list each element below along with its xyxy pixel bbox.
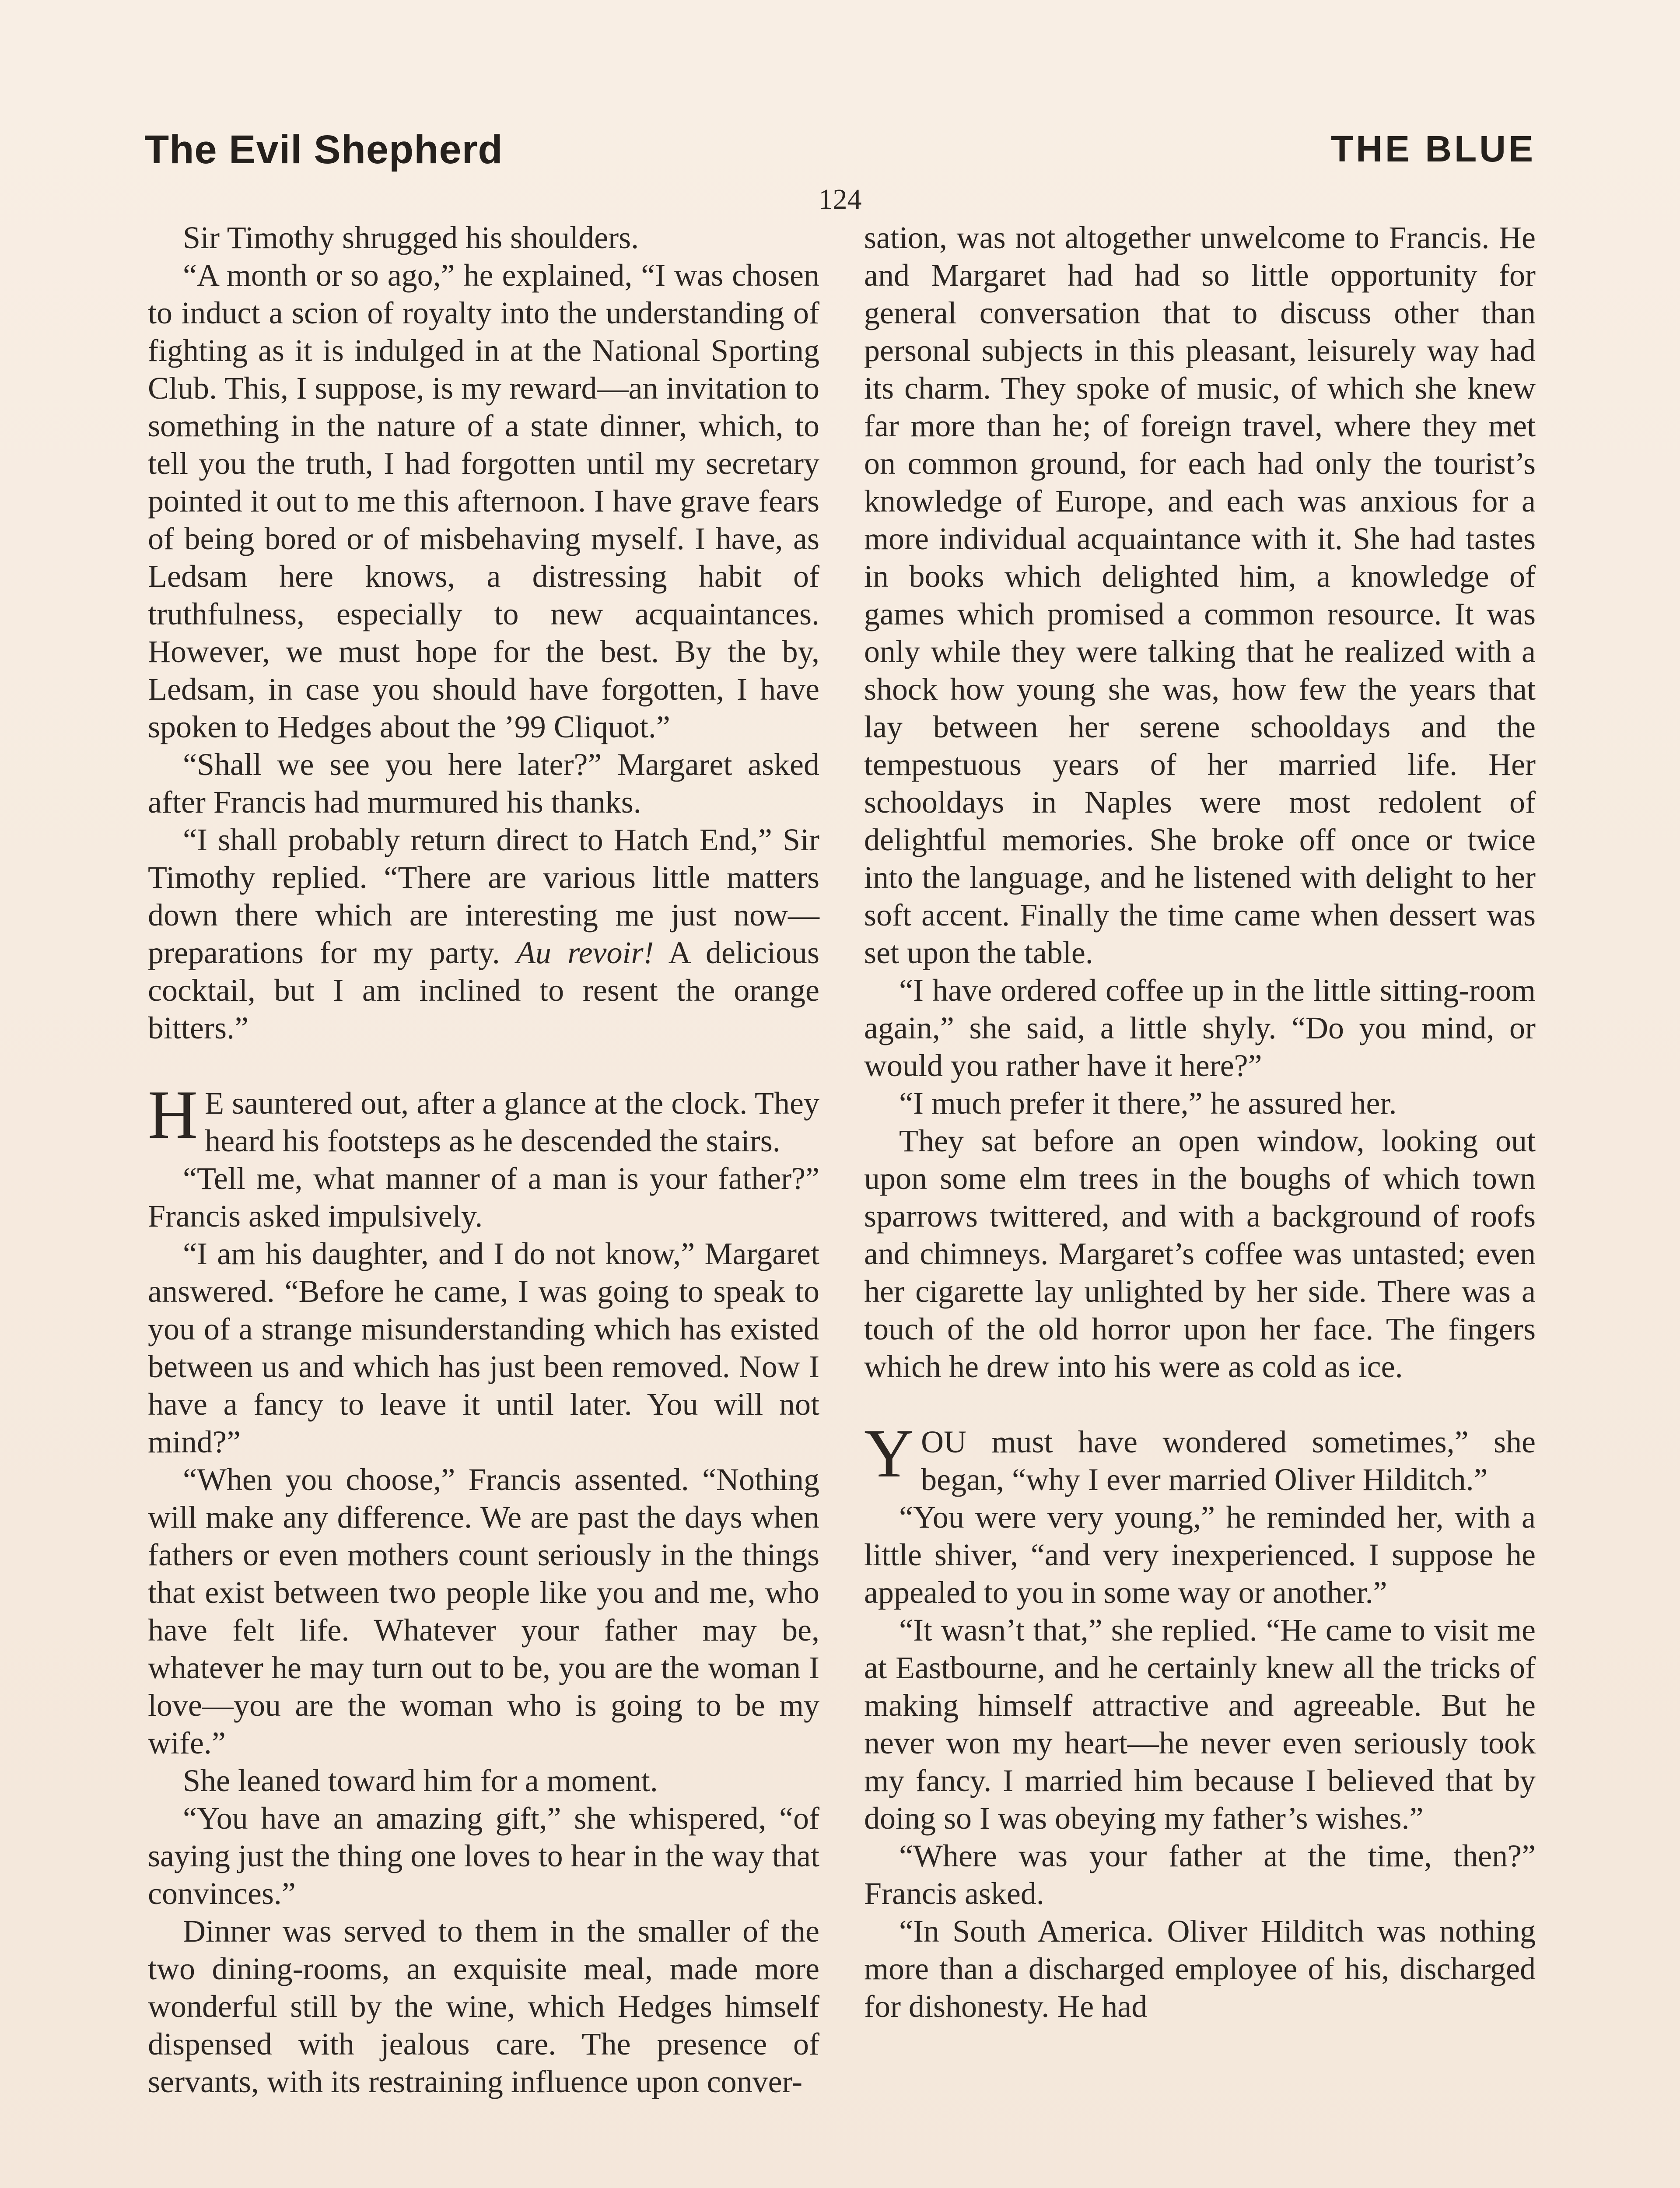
running-head-magazine: THE BLUE bbox=[1331, 128, 1536, 169]
section-opening-paragraph bbox=[864, 1415, 1536, 1498]
paragraph: “I much prefer it there,” he assured her. bbox=[899, 1086, 1397, 1121]
paragraph: They sat before an open window, looking out upon some elm trees in the boughs of which town sparrows twittered, and with a background of roofs and chimneys. Margaret’s coffee was untasted; even her cigarette lay unlighted by her side. There was a touch of the old horror upon her face. The fingers which he drew into his were as cold as ice. bbox=[864, 1123, 1536, 1384]
paragraph: Sir Timothy shrugged his shoulders. bbox=[183, 220, 639, 255]
page-number: 124 bbox=[818, 183, 862, 215]
drop-cap: H bbox=[148, 1076, 198, 1153]
paragraph: “In South America. Oliver Hilditch was nothing more than a discharged employee of his, discharged for dishonesty. He had bbox=[864, 1914, 1536, 2024]
text-run: “I shall probably return direct to Hatch End,” Sir Timothy replied. “There are various little matters down there which are interesting me just now—preparations for my party. bbox=[148, 822, 819, 970]
paragraph: “I am his daughter, and I do not know,” Margaret answered. “Before he came, I was going to speak to you of a strange misunderstanding which has existed between us and which has just been removed. Now I have a fancy to leave it until later. You will not mind?” bbox=[148, 1236, 819, 1459]
paragraph: “Shall we see you here later?” Margaret asked after Francis had murmured his thanks. bbox=[148, 747, 819, 820]
paragraph: sation, was not altogether unwelcome to Francis. He and Margaret had had so little opportunity for general conversation that to discuss other than personal subjects in this pleasant, leisurely way had its charm. They spoke of music, of which she knew far more than he; of foreign travel, where they met on common ground, for each had only the tourist’s knowledge of Europe, and each was anxious for a more individual acquaintance with it. She had tastes in books which delighted him, a knowledge of games which promised a common resource. It was only while they were talking that he realized with a shock how young she was, how few the years that lay between her serene schooldays and the tempestuous years of her married life. Her schooldays in Naples were most redolent of delightful memories. She broke off once or twice into the language, and he listened with delight to her soft accent. Finally the time came when dessert was set upon the table. bbox=[864, 220, 1536, 970]
paragraph: Dinner was served to them in the smaller of the two dining-rooms, an exquisite meal, made more wonderful still by the wine, which Hedges himself dispensed with jealous care. The presence of servants, with its restraining influence upon conver- bbox=[148, 1914, 819, 2099]
paragraph: She leaned toward him for a moment. bbox=[183, 1763, 658, 1798]
text-run: OU must have wondered sometimes,” she began, “why I ever married Oliver Hilditch.” bbox=[921, 1424, 1536, 1497]
section-opening-paragraph bbox=[148, 1076, 819, 1160]
italic-text: Au revoir! bbox=[516, 935, 654, 970]
text-run: E sauntered out, after a glance at the clock. They heard his footsteps as he descended the stairs. bbox=[205, 1086, 819, 1158]
paragraph: “A month or so ago,” he explained, “I was chosen to induct a scion of royalty into the understanding of fighting as it is indulged in at the National Sporting Club. This, I suppose, is my reward—an invitation to something in the nature of a state dinner, which, to tell you the truth, I had forgotten until my secretary pointed it out to me this afternoon. I have grave fears of being bored or of misbehaving myself. I have, as Ledsam here knows, a distressing habit of truthfulness, especially to new acquaintances. However, we must hope for the best. By the by, Ledsam, in case you should have forgotten, I have spoken to Hedges about the ’99 Cliquot.” bbox=[148, 258, 819, 744]
left-column bbox=[148, 219, 819, 2100]
running-head-title: The Evil Shepherd bbox=[144, 127, 503, 172]
paragraph: “I have ordered coffee up in the little sitting-room again,” she said, a little shyly. “Do you mind, or would you rather have it here?” bbox=[864, 973, 1536, 1083]
paragraph: “You have an amazing gift,” she whispered, “of saying just the thing one loves to hear in the way that convinces.” bbox=[148, 1801, 819, 1911]
text-run: A delicious cocktail, but I am inclined to resent the orange bitters.” bbox=[148, 935, 819, 1045]
paragraph: “When you choose,” Francis assented. “Nothing will make any difference. We are past the days when fathers or even mothers count seriously in the things that exist between two people like you and me, who have felt life. Whatever your father may be, whatever he may turn out to be, you are the woman I love—you are the woman who is going to be my wife.” bbox=[148, 1462, 819, 1760]
right-column bbox=[864, 219, 1536, 2025]
paragraph: “You were very young,” he reminded her, with a little shiver, “and very inexperienced. I suppose he appealed to you in some way or another.” bbox=[864, 1500, 1536, 1610]
paragraph: “It wasn’t that,” she replied. “He came to visit me at Eastbourne, and he certainly knew all the tricks of making himself attractive and agreeable. But he never won my heart—he never even seriously took my fancy. I married him because I believed that by doing so I was obeying my father’s wishes.” bbox=[864, 1613, 1536, 1836]
paragraph: “Tell me, what manner of a man is your father?” Francis asked impulsively. bbox=[148, 1161, 819, 1234]
paragraph bbox=[148, 821, 819, 1047]
drop-cap: Y bbox=[864, 1415, 914, 1492]
paragraph: “Where was your father at the time, then?” Francis asked. bbox=[864, 1838, 1536, 1911]
